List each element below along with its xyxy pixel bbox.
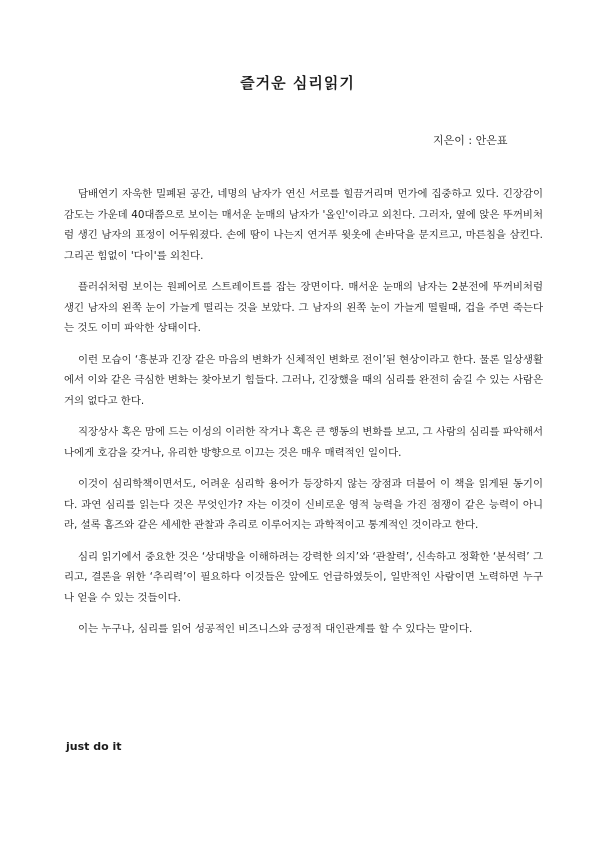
paragraph: 이런 모습이 ‘흥분과 긴장 같은 마음의 변화가 신체적인 변화로 전이’된 현상이라고 한다. 물론 일상생활에서 이와 같은 극심한 변화는 찾아보기 힘들다. 그러나, 긴장했을 때의 심리를 완전히 숨길 수 있는 사람은 거의 없다고 한다. bbox=[64, 353, 543, 407]
document-title: 즐거운 심리읽기 bbox=[240, 74, 355, 92]
paragraph: 직장상사 혹은 맘에 드는 이성의 이러한 작거나 혹은 큰 행동의 변화를 보고, 그 사람의 심리를 파악해서 나에게 호감을 갖거나, 유리한 방향으로 이끄는 것은 매우 매력적인 일이다. bbox=[64, 426, 543, 459]
paragraph: 이것이 심리학책이면서도, 어려운 심리학 용어가 등장하지 않는 장점과 더불어 이 책을 읽게된 동기이다. 과연 심리를 읽는다 것은 무엇인가? 자는 이것이 신비로운 영적 능력을 가진 점쟁이 같은 능력이 아니라, 셜록 홈즈와 같은 세세한 관찰과 추리로 이루어지는 과학적이고 통계적인 것이라고 한다. bbox=[64, 478, 543, 531]
paragraph: 플러쉬처럼 보이는 원페어로 스트레이트를 잡는 장면이다. 매서운 눈매의 남자는 2분전에 뚜꺼비처럼 생긴 남자의 왼쪽 눈이 가늘게 떨리는 것을 보았다. 그 남자의 왼쪽 눈이 가늘게 떨릴때, 겁을 주면 죽는다는 것도 이미 파악한 상태이다. bbox=[64, 281, 543, 334]
body-text bbox=[64, 184, 543, 651]
paragraph: 심리 읽기에서 중요한 것은 ‘상대방을 이해하려는 강력한 의지’와 ‘관찰력’, 신속하고 정확한 ‘분석력’ 그리고, 결론을 위한 ‘추리력’이 필요하다 이것들은 앞에도 언급하였듯이, 일반적인 사람이면 노력하면 누구나 얻을 수 있는 것들이다. bbox=[64, 550, 543, 604]
paragraph: 이는 누구나, 심리를 읽어 성공적인 비즈니스와 긍정적 대인관계를 할 수 있다는 말이다. bbox=[78, 623, 473, 635]
author-line: 지은이 : 안은표 bbox=[433, 134, 508, 147]
paragraph: 담배연기 자욱한 밀폐된 공간, 네명의 남자가 연신 서로를 힐끔거리며 먼가에 집중하고 있다. 긴장감이 감도는 가운데 40대쯤으로 보이는 매서운 눈매의 남자가 '올인'이라고 외친다. 그러자, 옆에 앉은 뚜꺼비처럼 생긴 남자의 표정이 어두워졌다. 손에 땀이 나는지 연거푸 윗옷에 손바닥을 문지르고, 마른침을 삼킨다. 그리곤 힘없이 '다이'를 외친다. bbox=[64, 188, 543, 262]
closing-phrase: just do it bbox=[66, 740, 122, 753]
